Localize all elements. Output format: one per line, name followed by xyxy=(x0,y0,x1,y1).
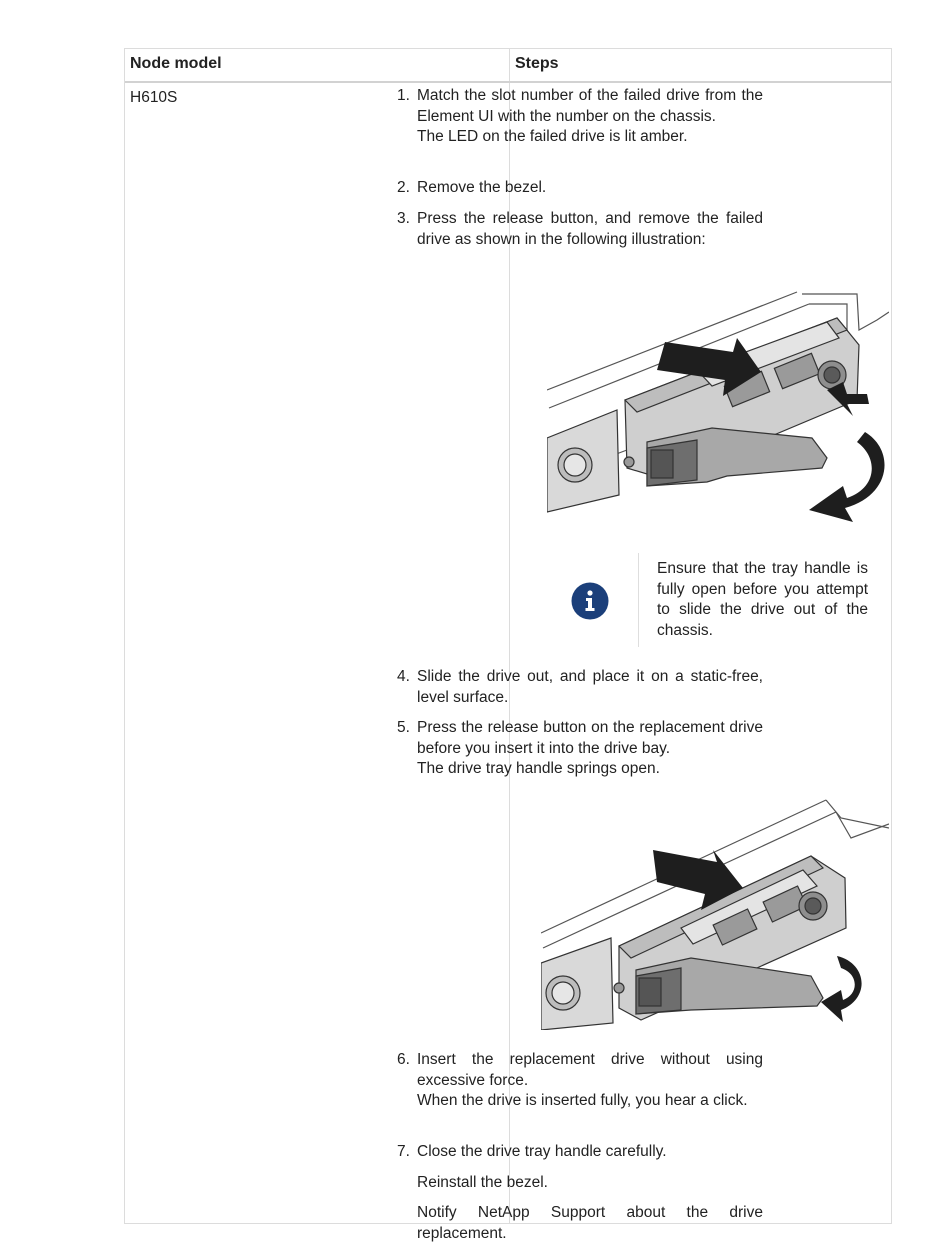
step-number: 2. xyxy=(397,179,410,196)
step-subtext: When the drive is inserted fully, you hear a click. xyxy=(417,1092,748,1109)
step-text: Close the drive tray handle carefully. xyxy=(417,1143,667,1160)
step-number: 7. xyxy=(397,1143,410,1160)
step-number: 1. xyxy=(397,87,410,104)
step-subtext: The LED on the failed drive is lit amber. xyxy=(417,128,688,145)
step-number: 3. xyxy=(397,210,410,227)
step-text: Insert the replacement drive without using excessive force. xyxy=(417,1051,763,1089)
step-text: Slide the drive out, and place it on a static-free, level surface. xyxy=(417,668,763,706)
step-number: 4. xyxy=(397,668,410,685)
reinstall-bezel-text: Reinstall the bezel. xyxy=(417,1174,548,1191)
step-text: Match the slot number of the failed drive from the Element UI with the number on the chassis. xyxy=(417,87,763,125)
step-text: Press the release button on the replacement drive before you insert it into the drive bay. xyxy=(417,719,763,757)
drive-insertion-drawing xyxy=(541,798,889,1030)
note-divider xyxy=(638,553,639,647)
step-text: Press the release button, and remove the failed drive as shown in the following illustration: xyxy=(417,210,763,248)
step-text: Remove the bezel. xyxy=(417,179,547,196)
notify-support-text: Notify NetApp Support about the drive replacement. xyxy=(417,1204,763,1242)
header-steps: Steps xyxy=(515,55,559,72)
drive-insertion-illustration xyxy=(541,798,889,1030)
header-divider xyxy=(125,81,891,83)
drive-removal-illustration xyxy=(547,290,889,532)
info-icon xyxy=(571,582,609,620)
step-number: 5. xyxy=(397,719,410,736)
header-node-model: Node model xyxy=(130,55,222,72)
drive-removal-drawing xyxy=(547,290,889,532)
note-text: Ensure that the tray handle is fully open before you attempt to slide the drive out of the chassis. xyxy=(657,560,868,639)
node-model-cell: H610S xyxy=(130,89,178,106)
step-subtext: The drive tray handle springs open. xyxy=(417,760,660,777)
step-number: 6. xyxy=(397,1051,410,1068)
